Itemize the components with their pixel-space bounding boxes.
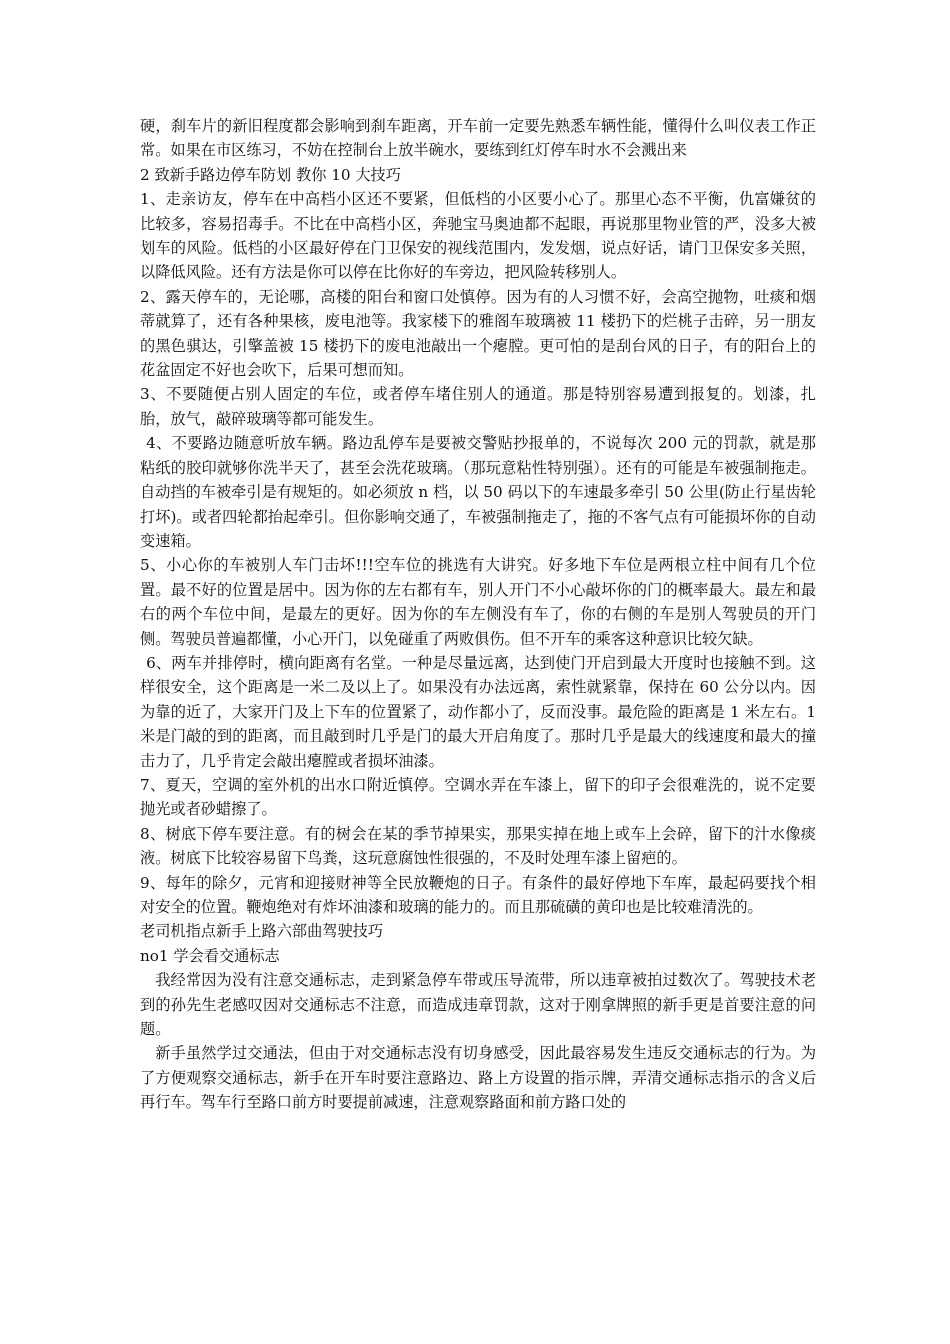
- tip-8-under-trees: 8、树底下停车要注意。有的树会在某的季节掉果实，那果实掉在地上或车上会碎，留下的汁水像痰液。树底下比较容易留下鸟粪，这玩意腐蚀性很强的，不及时处理车漆上留疤的。: [140, 824, 816, 868]
- tip-1-visiting: 1、走亲访友，停车在中高档小区还不要紧，但低档的小区要小心了。那里心态不平衡，仇富嫌贫的比较多，容易招毒手。不比在中高档小区，奔驰宝马奥迪都不起眼，再说那里物业管的严，没多大被划车的风险。低档的小区最好停在门卫保安的视线范围内，发发烟，说点好话，请门卫保安多关照，以降低风险。还有方法是你可以停在比你好的车旁边，把风险转移别人。: [140, 190, 816, 282]
- document-body: [140, 114, 816, 1115]
- tip-3-fixed-spaces: 3、不要随便占别人固定的车位，或者停车堵住别人的通道。那是特别容易遭到报复的。划漆，扎胎，放气，敲碎玻璃等都可能发生。: [140, 385, 816, 428]
- tip-5-door-damage: 5、小心你的车被别人车门击坏!!!空车位的挑选有大讲究。好多地下车位是两根立柱中间有几个位置。最不好的位置是居中。因为你的左右都有车，别人开门不小心敲坏你的门的概率最大。最左和最右的两个车位中间，是最左的更好。因为你的车左侧没有车了，你的右侧的车是别人驾驶员的开门侧。驾驶员普遍都懂，小心开门，以免碰重了两败俱伤。但不开车的乘客这种意识比较欠缺。: [140, 556, 816, 648]
- tip-9-firecrackers: 9、每年的除夕，元宵和迎接财神等全民放鞭炮的日子。有条件的最好停地下车库，最起码要找个相对安全的位置。鞭炮绝对有炸坏油漆和玻璃的能力的。而且那硫磺的黄印也是比较难清洗的。: [140, 873, 816, 916]
- tip-2-high-buildings: 2、露天停车的，无论哪，高楼的阳台和窗口处慎停。因为有的人习惯不好，会高空抛物，吐痰和烟蒂就算了，还有各种果核，废电池等。我家楼下的雅阁车玻璃被 11 楼扔下的烂桃子击碎，另一朋友的黑色骐达，引擎盖被 15 楼扔下的废电池敲出一个瘪膛。更可怕的是刮台风的日子，有的阳台上的花盆固定不好也会吹下，后果可想而知。: [140, 287, 816, 380]
- paragraph-violations: 我经常因为没有注意交通标志，走到紧急停车带或压导流带，所以违章被拍过数次了。驾驶技术老到的孙先生老感叹因对交通标志不注意，而造成违章罚款，这对于刚拿牌照的新手更是首要注意的问题。: [140, 971, 816, 1039]
- paragraph-brake-practice: 硬，刹车片的新旧程度都会影响到刹车距离，开车前一定要先熟悉车辆性能，懂得什么叫仪表工作正常。如果在市区练习，不妨在控制台上放半碗水，要练到红灯停车时水不会溅出来: [140, 117, 816, 160]
- tip-4-roadside: 4、不要路边随意听放车辆。路边乱停车是要被交警贴抄报单的，不说每次 200 元的罚款，就是那粘纸的胶印就够你洗半天了，甚至会洗花玻璃。（那玩意粘性特别强）。还有的可能是车被强制拖走。自动挡的车被牵引是有规矩的。如必须放 n 档，以 50 码以下的车速最多牵引 50 公里(防止行星齿轮打坏)。或者四轮都抬起牵引。但你影响交通了，车被强制拖走了，拖的不客气点有可能损坏你的自动变速箱。: [140, 434, 816, 550]
- section-heading-parking-tips: 2 致新手路边停车防划 教你 10 大技巧: [140, 165, 401, 184]
- paragraph-new-drivers: 新手虽然学过交通法，但由于对交通标志没有切身感受，因此最容易发生违反交通标志的行为。为了方便观察交通标志，新手在开车时要注意路边、路上方设置的指示牌，弄清交通标志指示的含义后再行车。驾车行至路口前方时要提前减速，注意观察路面和前方路口处的: [140, 1044, 816, 1112]
- tip-7-air-conditioner: 7、夏天，空调的室外机的出水口附近慎停。空调水弄在车漆上，留下的印子会很难洗的，说不定要抛光或者砂蜡擦了。: [140, 775, 816, 819]
- tip-6-side-by-side: 6、两车并排停时，横向距离有名堂。一种是尽量远离，达到使门开启到最大开度时也接触不到。这样很安全，这个距离是一米二及以上了。如果没有办法远离，索性就紧靠，保持在 60 公分以内。因为靠的近了，大家开门及上下车的位置紧了，动作都小了，反而没事。最危险的距离是 1 米左右。1 米是门敲的到的距离，而且敲到时几乎是门的最大开启角度了。那时几乎是最大的线速度和最大的撞击力了，几乎肯定会敲出瘪膛或者损坏油漆。: [140, 653, 816, 770]
- section-heading-six-steps: 老司机指点新手上路六部曲驾驶技巧: [140, 922, 383, 941]
- subheading-no1-traffic-signs: no1 学会看交通标志: [140, 946, 280, 965]
